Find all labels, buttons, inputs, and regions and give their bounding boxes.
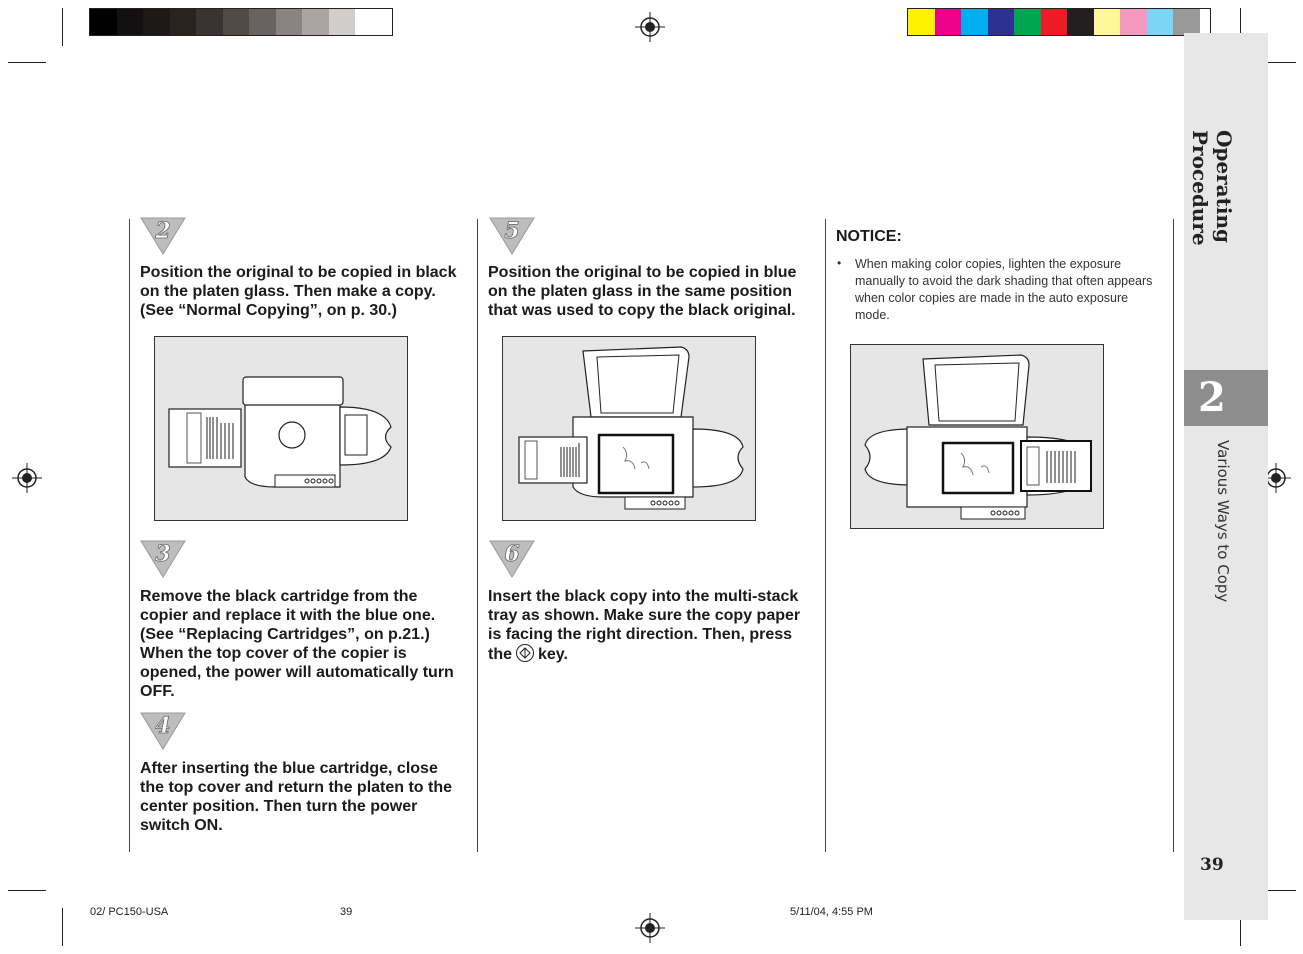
column-divider (825, 219, 826, 852)
color-swatch (117, 9, 144, 35)
color-swatch (1173, 9, 1200, 35)
step-number: 5 (504, 218, 520, 244)
color-swatch (908, 9, 935, 35)
start-key-icon (516, 644, 534, 662)
copier-illustration-black-original (154, 336, 408, 521)
color-swatch (1067, 9, 1094, 35)
page-number: 39 (1200, 855, 1224, 875)
process-color-bar (907, 8, 1211, 36)
step-number: 6 (504, 541, 520, 567)
color-swatch (1147, 9, 1174, 35)
notice-bullet: • (837, 256, 842, 270)
step-number-badge (139, 539, 187, 579)
step-number: 3 (155, 541, 171, 567)
color-swatch (329, 9, 356, 35)
crop-mark (8, 890, 46, 891)
footer-file-name: 02/ PC150-USA (90, 906, 169, 918)
step-4-instruction: After inserting the blue cartridge, close the top cover and return the platen to the center position. Then turn the power switch ON. (140, 760, 453, 834)
step-number: 4 (155, 713, 171, 739)
step-number: 2 (155, 218, 171, 244)
registration-mark-icon (12, 463, 42, 493)
step-number-badge (139, 216, 187, 256)
registration-mark-icon (635, 913, 665, 943)
step-number-badge (488, 539, 536, 579)
column-divider (1173, 219, 1174, 852)
color-swatch (276, 9, 303, 35)
crop-mark (62, 908, 63, 946)
color-swatch (249, 9, 276, 35)
registration-mark-icon (635, 12, 665, 42)
step-3-instruction: Remove the black cartridge from the copier and replace it with the blue one. (See “Replacing Cartridges”, on p.21.) When the top cover of the copier is opened, the power will automatically turn OFF. (140, 588, 454, 700)
chapter-title: Operating Procedure (1188, 130, 1236, 246)
footer-page: 39 (340, 906, 353, 918)
copier-tray-view-icon (851, 345, 1103, 528)
step-5-instruction: Position the original to be copied in blue on the platen glass in the same position that was used to copy the black original. (488, 264, 797, 319)
color-swatch (355, 9, 382, 35)
color-swatch (196, 9, 223, 35)
step-6-instruction (488, 587, 813, 664)
copier-illustration-blue-original (502, 336, 756, 521)
column-divider (129, 219, 130, 852)
chapter-number: 2 (1184, 370, 1268, 426)
copier-open-cover-icon (503, 337, 755, 520)
step-number-badge (488, 216, 536, 256)
copier-top-view-icon (155, 337, 407, 520)
color-swatch (1094, 9, 1121, 35)
chapter-subtitle: Various Ways to Copy (1214, 440, 1232, 603)
notice-heading: NOTICE: (836, 228, 902, 245)
crop-mark (62, 8, 63, 46)
step-6-text-after: key. (538, 646, 568, 663)
grayscale-color-bar (89, 8, 393, 36)
color-swatch (1120, 9, 1147, 35)
notice-text: When making color copies, lighten the exposure manually to avoid the dark shading that often appears when color copies are made in the auto exposure mode. (855, 257, 1153, 322)
step-6-text-before: Insert the black copy into the multi-stack tray as shown. Make sure the copy paper is facing the right direction. Then, press the (488, 588, 801, 663)
color-swatch (1041, 9, 1068, 35)
color-swatch (1014, 9, 1041, 35)
color-swatch (143, 9, 170, 35)
column-divider (477, 219, 478, 852)
crop-mark (8, 62, 46, 63)
step-number-badge (139, 711, 187, 751)
color-swatch (935, 9, 962, 35)
footer-timestamp: 5/11/04, 4:55 PM (790, 906, 873, 918)
color-swatch (170, 9, 197, 35)
step-2-instruction: Position the original to be copied in black on the platen glass. Then make a copy. (See “Normal Copying”, on p. 30.) (140, 264, 457, 319)
color-swatch (90, 9, 117, 35)
color-swatch (223, 9, 250, 35)
color-swatch (302, 9, 329, 35)
color-swatch (961, 9, 988, 35)
copier-illustration-multistack-tray (850, 344, 1104, 529)
color-swatch (988, 9, 1015, 35)
